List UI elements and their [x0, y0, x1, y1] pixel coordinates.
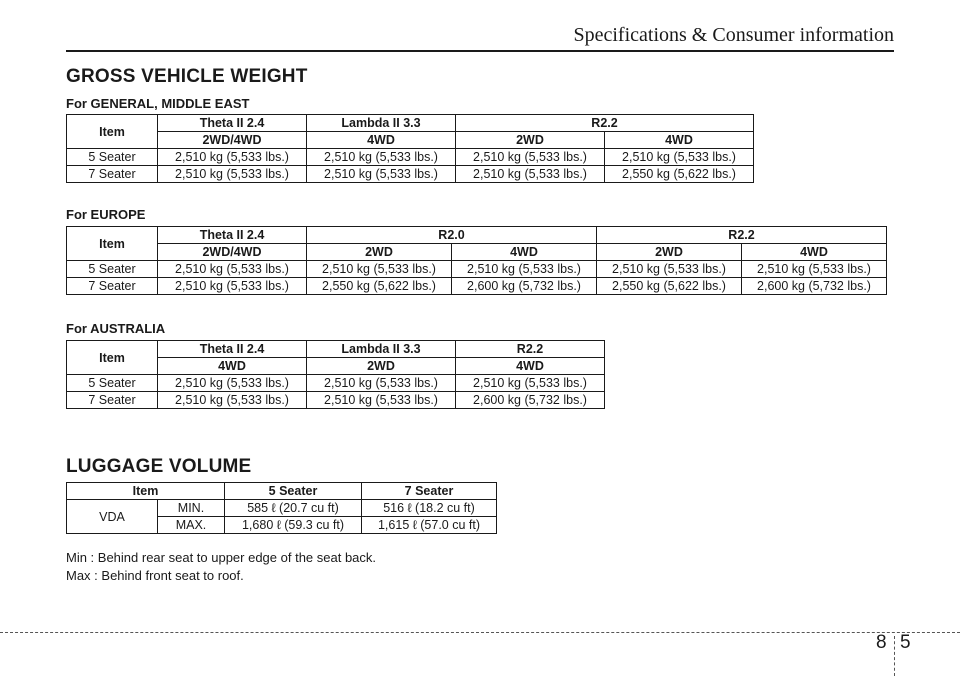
header-rule	[66, 50, 894, 52]
table-cell: 2,510 kg (5,533 lbs.)	[307, 375, 456, 392]
drive-header: 2WD	[307, 244, 452, 261]
drive-header: 2WD/4WD	[158, 132, 307, 149]
table-row	[67, 375, 605, 392]
seat-label: 7 Seater	[67, 166, 158, 183]
table-cell: 2,510 kg (5,533 lbs.)	[742, 261, 887, 278]
drive-header: 4WD	[158, 358, 307, 375]
table-cell: 1,680 ℓ (59.3 cu ft)	[225, 517, 362, 534]
table-cell: 2,510 kg (5,533 lbs.)	[158, 149, 307, 166]
table-cell: 2,510 kg (5,533 lbs.)	[158, 375, 307, 392]
table-cell: 2,510 kg (5,533 lbs.)	[307, 149, 456, 166]
note-max: Max : Behind front seat to roof.	[66, 568, 244, 583]
table-cell: 2,510 kg (5,533 lbs.)	[307, 166, 456, 183]
table-cell: 516 ℓ (18.2 cu ft)	[362, 500, 497, 517]
seat-label: 5 Seater	[67, 149, 158, 166]
table-cell: 585 ℓ (20.7 cu ft)	[225, 500, 362, 517]
seat-label: 7 Seater	[67, 278, 158, 295]
chapter-number: 8	[876, 632, 887, 653]
table-cell: 2,600 kg (5,732 lbs.)	[456, 392, 605, 409]
drive-header: 2WD	[456, 132, 605, 149]
table-cell: 2,510 kg (5,533 lbs.)	[456, 166, 605, 183]
europe-label: For EUROPE	[66, 207, 146, 222]
vda-label: VDA	[67, 500, 158, 534]
table-cell: 2,510 kg (5,533 lbs.)	[158, 392, 307, 409]
engine-header: R2.2	[456, 115, 754, 132]
general-weight-table	[66, 114, 754, 183]
table-cell: 2,510 kg (5,533 lbs.)	[307, 261, 452, 278]
drive-header: 4WD	[742, 244, 887, 261]
seat-label: 5 Seater	[67, 261, 158, 278]
table-row	[67, 500, 497, 517]
gvw-title: GROSS VEHICLE WEIGHT	[66, 66, 308, 87]
row-label: MIN.	[158, 500, 225, 517]
table-cell: 2,510 kg (5,533 lbs.)	[158, 261, 307, 278]
table-cell: 2,510 kg (5,533 lbs.)	[456, 149, 605, 166]
drive-header: 2WD	[307, 358, 456, 375]
table-cell: 2,510 kg (5,533 lbs.)	[452, 261, 597, 278]
engine-header: R2.2	[456, 341, 605, 358]
table-cell: 2,510 kg (5,533 lbs.)	[456, 375, 605, 392]
table-cell: 2,550 kg (5,622 lbs.)	[597, 278, 742, 295]
page-number-separator	[894, 636, 895, 676]
table-cell: 2,550 kg (5,622 lbs.)	[605, 166, 754, 183]
drive-header: 2WD	[597, 244, 742, 261]
table-cell: 2,600 kg (5,732 lbs.)	[742, 278, 887, 295]
table-header-row	[67, 483, 497, 500]
table-cell: 2,510 kg (5,533 lbs.)	[605, 149, 754, 166]
luggage-volume-table	[66, 482, 497, 534]
table-row	[67, 149, 754, 166]
engine-header: Lambda II 3.3	[307, 115, 456, 132]
general-label: For GENERAL, MIDDLE EAST	[66, 96, 250, 111]
table-cell: 2,510 kg (5,533 lbs.)	[597, 261, 742, 278]
drive-header: 4WD	[605, 132, 754, 149]
engine-header: Lambda II 3.3	[307, 341, 456, 358]
item-header: Item	[67, 341, 158, 375]
drive-header: 2WD/4WD	[158, 244, 307, 261]
note-min: Min : Behind rear seat to upper edge of the seat back.	[66, 550, 377, 565]
table-cell: 2,550 kg (5,622 lbs.)	[307, 278, 452, 295]
australia-label: For AUSTRALIA	[66, 321, 166, 336]
drive-header: 4WD	[307, 132, 456, 149]
page-number: 5	[900, 632, 911, 653]
item-header: Item	[67, 483, 225, 500]
australia-weight-table	[66, 340, 605, 409]
engine-header: Theta II 2.4	[158, 227, 307, 244]
seat-label: 7 Seater	[67, 392, 158, 409]
table-header-row	[67, 227, 887, 244]
luggage-title: LUGGAGE VOLUME	[66, 456, 252, 477]
column-header: 7 Seater	[362, 483, 497, 500]
engine-header: R2.2	[597, 227, 887, 244]
europe-weight-table	[66, 226, 887, 295]
row-label: MAX.	[158, 517, 225, 534]
table-row	[67, 166, 754, 183]
table-cell: 2,510 kg (5,533 lbs.)	[307, 392, 456, 409]
header-title: Specifications & Consumer information	[573, 24, 894, 46]
footer-rule	[0, 632, 960, 633]
table-row	[67, 278, 887, 295]
seat-label: 5 Seater	[67, 375, 158, 392]
item-header: Item	[67, 115, 158, 149]
table-cell: 2,510 kg (5,533 lbs.)	[158, 278, 307, 295]
table-cell: 2,600 kg (5,732 lbs.)	[452, 278, 597, 295]
engine-header: Theta II 2.4	[158, 341, 307, 358]
table-drive-row	[67, 244, 887, 261]
drive-header: 4WD	[456, 358, 605, 375]
engine-header: Theta II 2.4	[158, 115, 307, 132]
table-row	[67, 392, 605, 409]
table-drive-row	[67, 132, 754, 149]
item-header: Item	[67, 227, 158, 261]
table-row	[67, 261, 887, 278]
table-header-row	[67, 115, 754, 132]
drive-header: 4WD	[452, 244, 597, 261]
engine-header: R2.0	[307, 227, 597, 244]
table-cell: 2,510 kg (5,533 lbs.)	[158, 166, 307, 183]
column-header: 5 Seater	[225, 483, 362, 500]
table-header-row	[67, 341, 605, 358]
table-cell: 1,615 ℓ (57.0 cu ft)	[362, 517, 497, 534]
